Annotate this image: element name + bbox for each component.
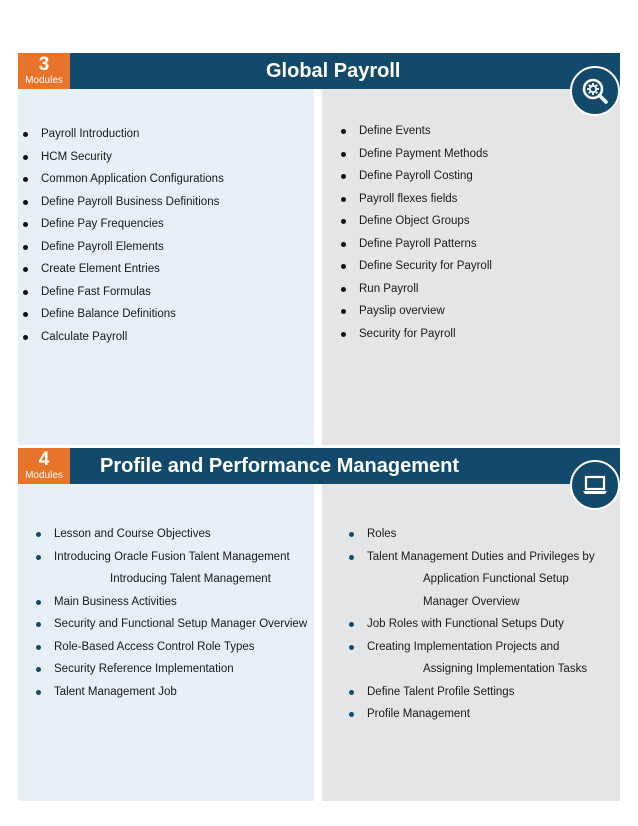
list-item [339, 300, 492, 323]
section-header [18, 448, 620, 484]
bullet-icon [23, 312, 28, 317]
talent-topics-left [34, 523, 307, 703]
bullet-icon [23, 335, 28, 340]
section-title: Global Payroll [266, 60, 401, 82]
list-item-text: Creating Implementation Projects and [367, 640, 560, 653]
list-item [34, 658, 307, 681]
module-label: Modules [25, 470, 63, 481]
list-item [339, 188, 492, 211]
list-item [339, 210, 492, 233]
bullet-icon [341, 174, 346, 179]
list-item-text: Run Payroll [359, 282, 419, 295]
bullet-icon [341, 219, 346, 224]
list-item-text: HCM Security [41, 150, 112, 163]
list-item [21, 258, 224, 281]
list-item-text: Introducing Oracle Fusion Talent Management [54, 550, 290, 563]
list-item-text: Define Payroll Elements [41, 240, 164, 253]
list-item [347, 703, 595, 726]
list-item-continuation: Manager Overview [423, 595, 520, 608]
list-item-text: Define Security for Payroll [359, 260, 492, 272]
bullet-icon [341, 332, 346, 337]
list-item-text: Define Fast Formulas [41, 285, 151, 298]
list-item-text: Payroll Introduction [41, 128, 140, 140]
bullet-icon [341, 287, 346, 292]
list-item [21, 213, 224, 236]
list-item [34, 523, 307, 546]
list-item-text: Payslip overview [359, 305, 445, 317]
module-badge [18, 448, 70, 484]
bullet-icon [349, 555, 354, 560]
global-payroll-section [18, 53, 620, 445]
list-item [21, 303, 224, 326]
bullet-icon [349, 532, 354, 537]
list-item [34, 591, 307, 614]
bullet-icon [36, 622, 41, 627]
list-item [34, 546, 307, 591]
payroll-topics-right [339, 120, 492, 345]
module-label: Modules [25, 75, 63, 86]
list-item-text: Security and Functional Setup Manager Overview [54, 618, 308, 630]
bullet-icon [23, 245, 28, 250]
bullet-icon [23, 290, 28, 295]
list-item [339, 165, 492, 188]
list-item [339, 278, 492, 301]
bullet-icon [23, 267, 28, 272]
list-item [339, 120, 492, 143]
bullet-icon [341, 242, 346, 247]
magnifier-gear-icon [570, 66, 620, 116]
bullet-icon [36, 667, 41, 672]
list-item [34, 613, 307, 636]
list-item-text: Define Events [359, 125, 431, 137]
module-badge [18, 53, 70, 89]
list-item [21, 236, 224, 259]
list-item [347, 546, 595, 614]
section-title: Profile and Performance Management [100, 455, 459, 477]
bullet-icon [349, 645, 354, 650]
list-item-text: Main Business Activities [54, 595, 177, 608]
list-item-text: Security Reference Implementation [54, 663, 234, 675]
list-item [347, 636, 595, 681]
list-item-text: Common Application Configurations [41, 173, 224, 185]
profile-performance-section [18, 448, 620, 801]
bullet-icon [341, 264, 346, 269]
list-item-text: Profile Management [367, 708, 470, 720]
bullet-icon [23, 222, 28, 227]
list-item-continuation: Application Functional Setup [423, 573, 569, 585]
bullet-icon [341, 309, 346, 314]
list-item [21, 146, 224, 169]
bullet-icon [341, 197, 346, 202]
list-item [339, 255, 492, 278]
list-item [21, 191, 224, 214]
list-item [339, 323, 492, 346]
list-item-text: Security for Payroll [359, 327, 456, 340]
list-item-text: Roles [367, 528, 397, 540]
payroll-topics-left [21, 123, 224, 348]
list-item-text: Create Element Entries [41, 263, 160, 275]
list-item [339, 143, 492, 166]
bullet-icon [23, 132, 28, 137]
list-item [339, 233, 492, 256]
list-item-text: Talent Management Duties and Privileges by [367, 550, 595, 563]
list-item [34, 636, 307, 659]
bullet-icon [349, 690, 354, 695]
list-item-text: Define Object Groups [359, 215, 470, 227]
bullet-icon [23, 177, 28, 182]
bullet-icon [349, 712, 354, 717]
list-item [347, 523, 595, 546]
bullet-icon [23, 155, 28, 160]
list-item-text: Define Payroll Business Definitions [41, 195, 220, 208]
bullet-icon [349, 622, 354, 627]
bullet-icon [341, 152, 346, 157]
list-item-text: Define Payroll Patterns [359, 237, 477, 250]
list-item-text: Lesson and Course Objectives [54, 528, 211, 540]
list-item-text: Role-Based Access Control Role Types [54, 640, 255, 653]
list-item-text: Define Talent Profile Settings [367, 685, 515, 698]
list-item-text: Define Balance Definitions [41, 308, 176, 320]
bullet-icon [36, 600, 41, 605]
bullet-icon [23, 200, 28, 205]
list-item-text: Define Payroll Costing [359, 170, 473, 182]
laptop-icon [570, 460, 620, 510]
bullet-icon [36, 690, 41, 695]
list-item [347, 613, 595, 636]
list-item-text: Payroll flexes fields [359, 192, 458, 205]
list-item [21, 123, 224, 146]
list-item-continuation: Assigning Implementation Tasks [423, 663, 588, 675]
module-number: 3 [38, 54, 50, 75]
section-header [18, 53, 620, 89]
list-item-continuation: Introducing Talent Management [110, 573, 271, 585]
list-item-text: Talent Management Job [54, 685, 177, 698]
list-item-text: Define Payment Methods [359, 147, 489, 160]
list-item [21, 168, 224, 191]
list-item [21, 281, 224, 304]
bullet-icon [36, 645, 41, 650]
list-item [34, 681, 307, 704]
list-item [21, 326, 224, 349]
talent-topics-right [347, 523, 595, 726]
bullet-icon [341, 129, 346, 134]
list-item [347, 681, 595, 704]
list-item-text: Calculate Payroll [41, 330, 128, 343]
list-item-text: Job Roles with Functional Setups Duty [367, 618, 564, 630]
bullet-icon [36, 555, 41, 560]
bullet-icon [36, 532, 41, 537]
module-number: 4 [38, 449, 50, 470]
list-item-text: Define Pay Frequencies [41, 218, 164, 230]
